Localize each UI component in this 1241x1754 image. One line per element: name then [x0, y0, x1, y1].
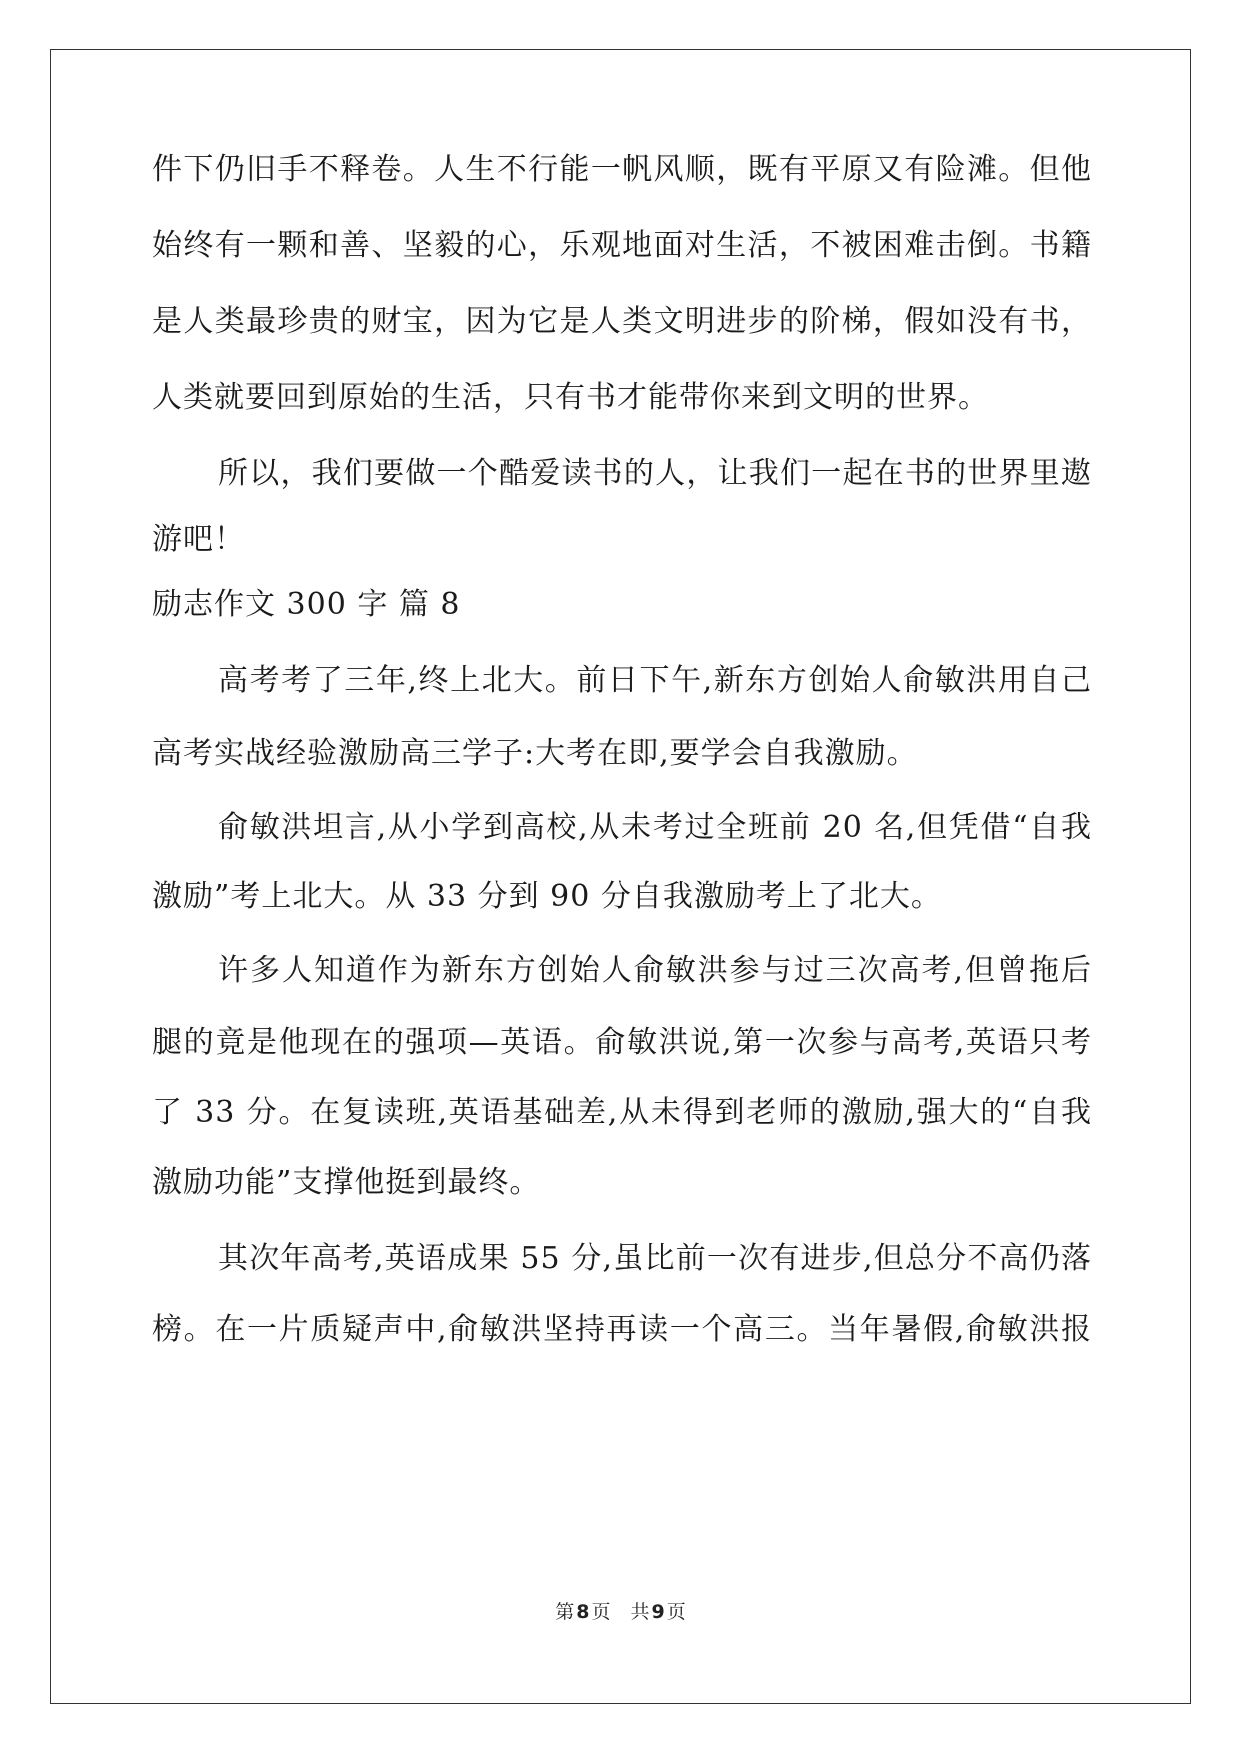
page-footer [0, 1600, 1241, 1624]
text-line: 件下仍旧手不释卷。人生不行能一帆风顺，既有平原又有险滩。但他 [152, 152, 1092, 187]
footer-total-pages: 9 [651, 1601, 665, 1623]
text-line: 激励功能”支撑他挺到最终。 [152, 1165, 541, 1200]
text-line: 俞敏洪坦言,从小学到高校,从未考过全班前 20 名,但凭借“自我 [218, 810, 1092, 845]
footer-total-prefix: 共 [630, 1601, 650, 1623]
text-line: 腿的竟是他现在的强项—英语。俞敏洪说,第一次参与高考,英语只考 [152, 1025, 1092, 1060]
text-line: 许多人知道作为新东方创始人俞敏洪参与过三次高考,但曾拖后 [218, 953, 1092, 988]
text-line: 了 33 分。在复读班,英语基础差,从未得到老师的激励,强大的“自我 [152, 1095, 1092, 1130]
text-line: 是人类最珍贵的财宝，因为它是人类文明进步的阶梯，假如没有书， [152, 304, 1092, 339]
footer-page-unit: 页 [591, 1601, 611, 1623]
text-line: 所以，我们要做一个酷爱读书的人，让我们一起在书的世界里遨 [218, 456, 1092, 491]
text-line: 游吧！ [152, 522, 245, 557]
text-line: 高考实战经验激励高三学子:大考在即,要学会自我激励。 [152, 736, 918, 771]
text-line: 高考考了三年,终上北大。前日下午,新东方创始人俞敏洪用自己 [218, 663, 1092, 698]
text-line: 人类就要回到原始的生活，只有书才能带你来到文明的世界。 [152, 380, 989, 415]
footer-total-unit: 页 [666, 1601, 686, 1623]
text-line: 始终有一颗和善、坚毅的心，乐观地面对生活，不被困难击倒。书籍 [152, 228, 1092, 263]
footer-prefix: 第 [555, 1601, 575, 1623]
section-heading: 励志作文 300 字 篇 8 [152, 587, 461, 622]
text-line: 其次年高考,英语成果 55 分,虽比前一次有进步,但总分不高仍落 [218, 1241, 1092, 1276]
text-line: 激励”考上北大。从 33 分到 90 分自我激励考上了北大。 [152, 879, 942, 914]
text-line: 榜。在一片质疑声中,俞敏洪坚持再读一个高三。当年暑假,俞敏洪报 [152, 1312, 1092, 1347]
footer-page-number: 8 [576, 1601, 590, 1623]
